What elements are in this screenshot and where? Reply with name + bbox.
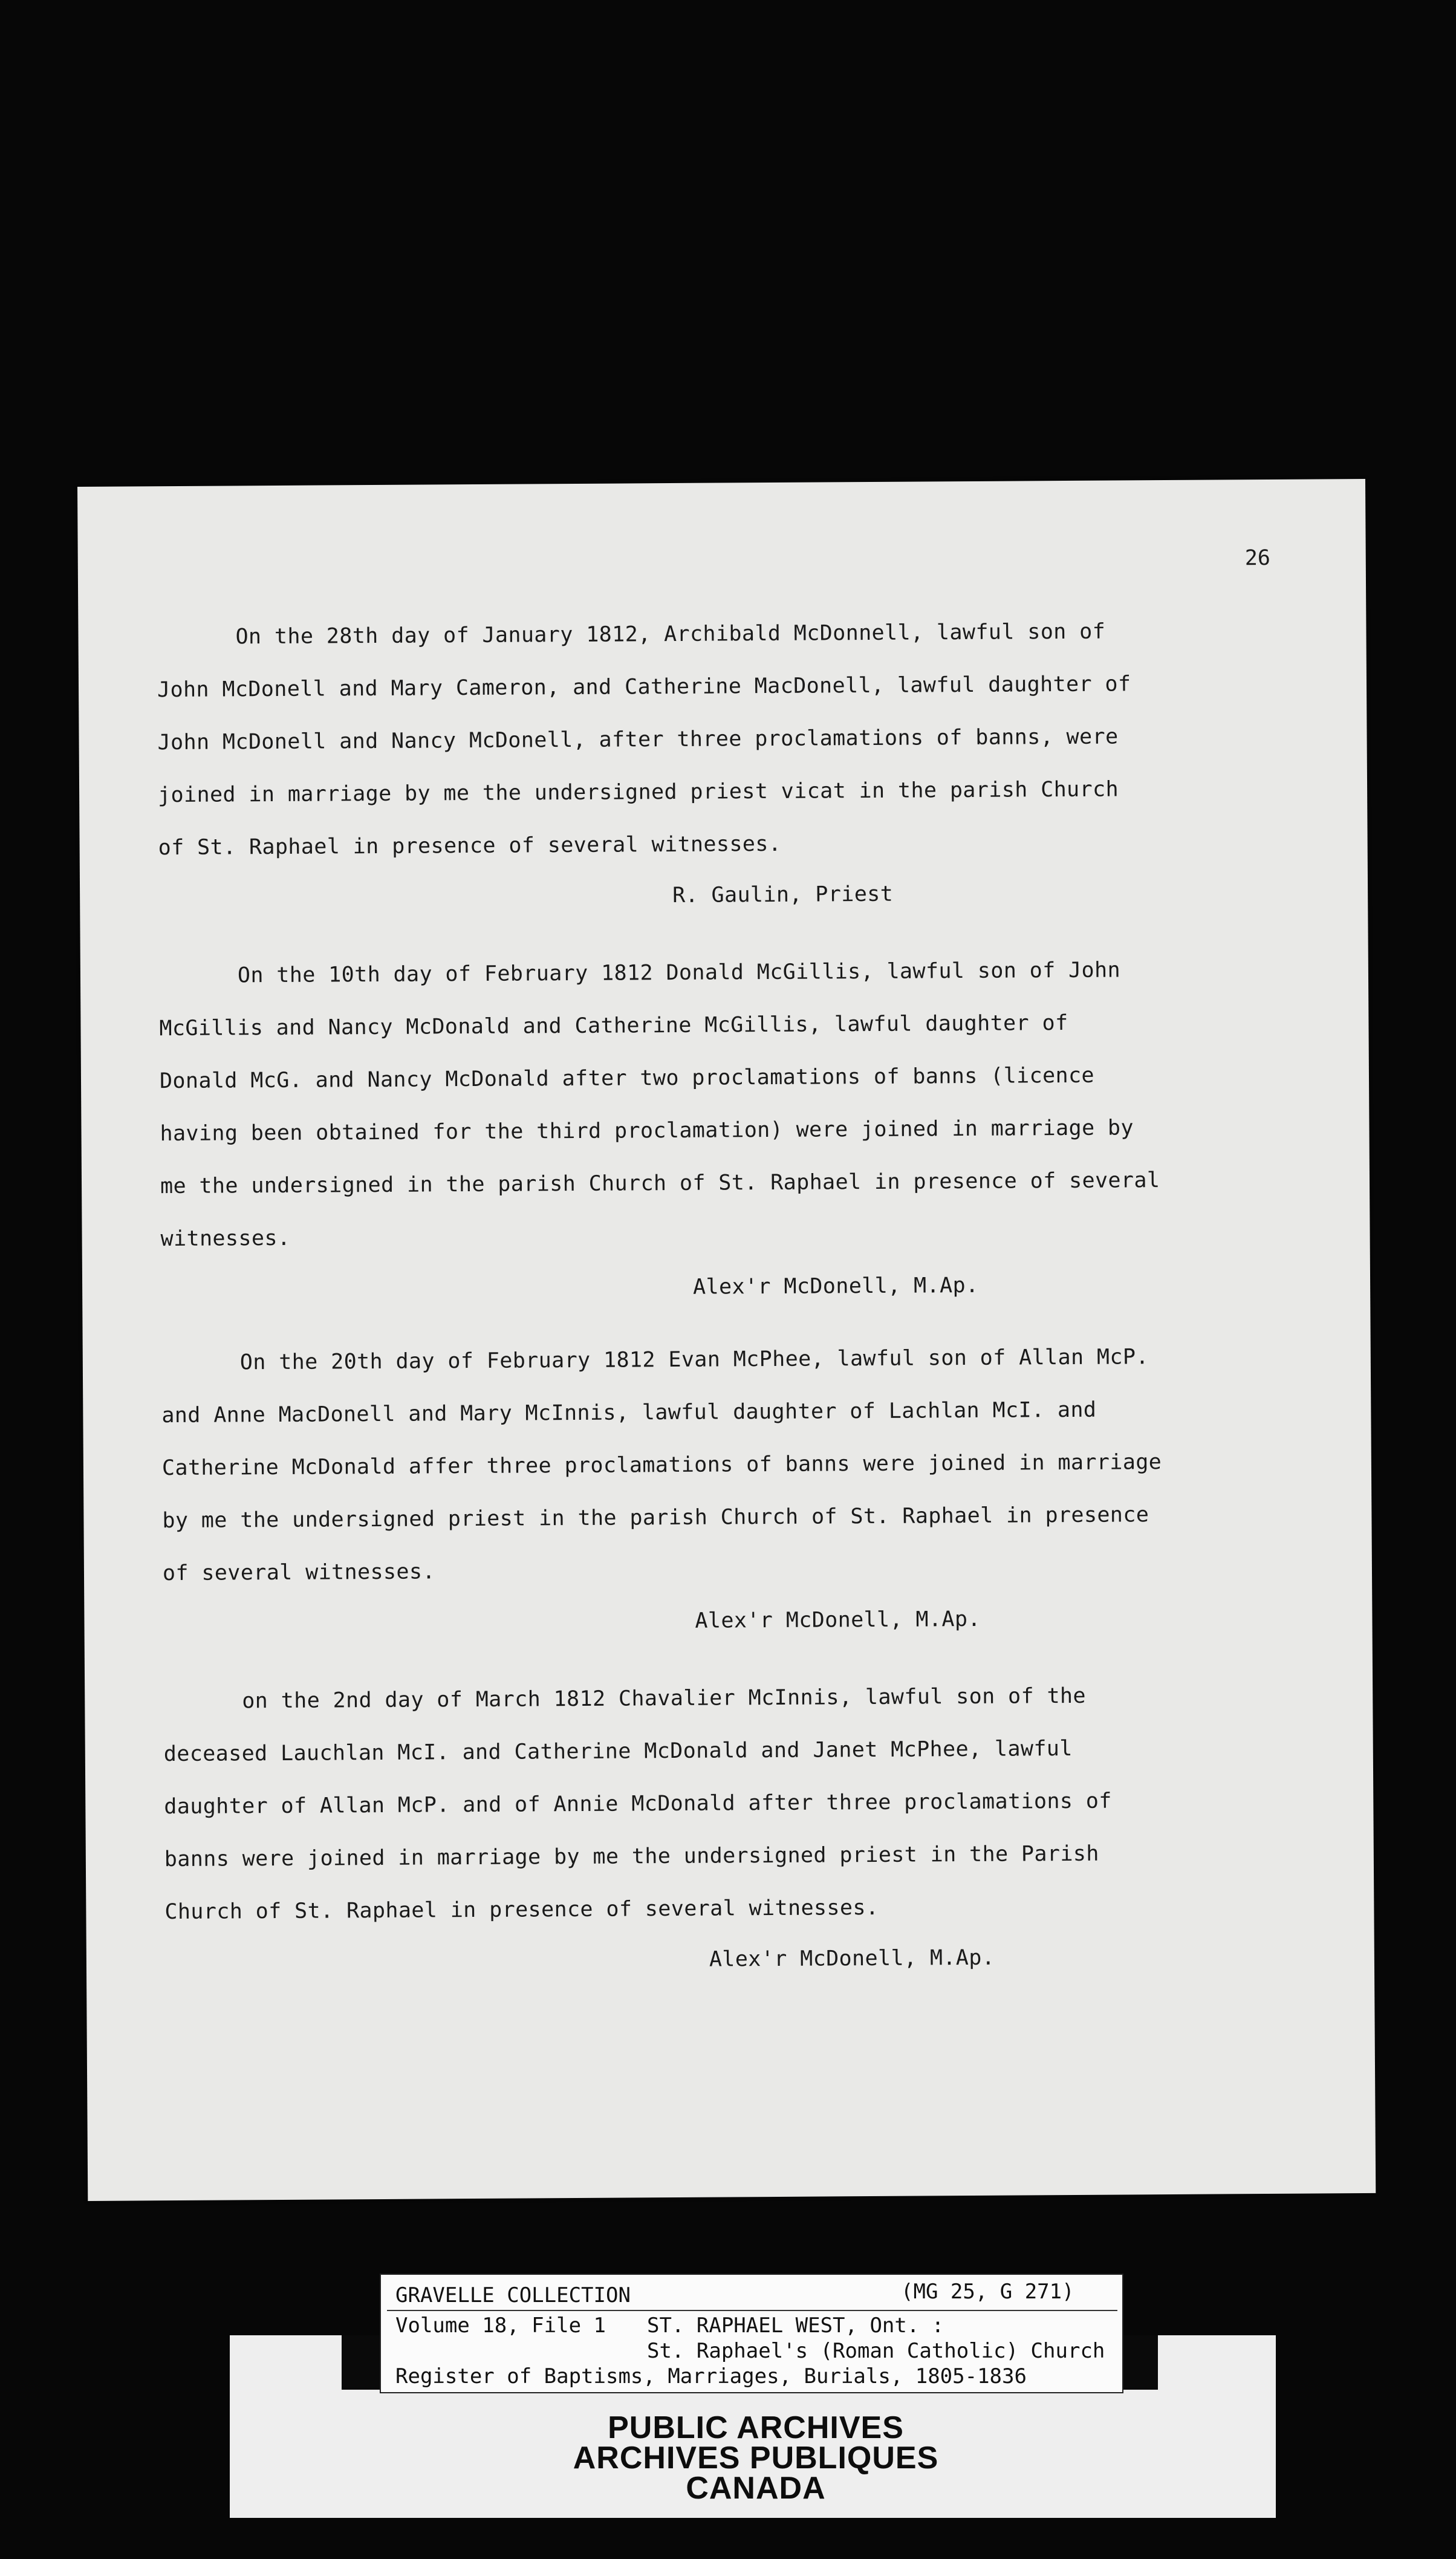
location: ST. RAPHAEL WEST, Ont. : — [647, 2314, 944, 2338]
entry-line: witnesses. — [160, 1226, 291, 1252]
entry-line: On the 28th day of January 1812, Archibald McDonnell, lawful son of — [235, 619, 1106, 649]
priest-signature: Alex'r McDonell, M.Ap. — [695, 1607, 981, 1633]
page-number: 26 — [1244, 545, 1271, 571]
entry-line: on the 2nd day of March 1812 Chavalier McInnis, lawful son of the — [242, 1683, 1087, 1714]
archive-reference: (MG 25, G 271) — [901, 2280, 1074, 2304]
priest-signature: Alex'r McDonell, M.Ap. — [709, 1945, 995, 1972]
entry-line: On the 20th day of February 1812 Evan McPhee, lawful son of Allan McP. — [239, 1345, 1149, 1375]
volume-file: Volume 18, File 1 — [395, 2314, 606, 2338]
marriage-entry — [161, 1344, 1365, 1633]
entry-line: On the 10th day of February 1812 Donald McGillis, lawful son of John — [237, 958, 1121, 988]
marriage-entry — [163, 1682, 1367, 1972]
entry-line: John McDonell and Mary Cameron, and Catherine MacDonell, lawful daughter of — [157, 672, 1131, 703]
entry-line: deceased Lauchlan McI. and Catherine McDonald and Janet McPhee, lawful — [163, 1736, 1073, 1767]
stamp-line-public-archives: PUBLIC ARCHIVES — [608, 2410, 904, 2445]
entry-line: banns were joined in marriage by me the undersigned priest in the Parish — [164, 1841, 1099, 1872]
register-page — [77, 479, 1376, 2201]
archive-label — [380, 2274, 1123, 2393]
entry-line: Church of St. Raphael in presence of several witnesses. — [164, 1895, 879, 1925]
entry-line: joined in marriage by me the undersigned priest vicat in the parish Church — [157, 777, 1119, 808]
entry-line: of several witnesses. — [162, 1559, 436, 1586]
entry-line: McGillis and Nancy McDonald and Catherine McGillis, lawful daughter of — [159, 1011, 1068, 1041]
stamp-line-archives-publiques: ARCHIVES PUBLIQUES — [573, 2440, 939, 2476]
register-title: Register of Baptisms, Marriages, Burials, 1805-1836 — [395, 2364, 1027, 2388]
entry-line: and Anne MacDonell and Mary McInnis, lawful daughter of Lachlan McI. and — [161, 1397, 1097, 1428]
marriage-entry — [159, 957, 1362, 1299]
church-name: St. Raphael's (Roman Catholic) Church — [647, 2339, 1105, 2363]
entry-line: by me the undersigned priest in the parish Church of St. Raphael in presence — [162, 1503, 1149, 1533]
entry-line: daughter of Allan McP. and of Annie McDonald after three proclamations of — [164, 1789, 1112, 1819]
entry-line: of St. Raphael in presence of several witnesses. — [158, 831, 782, 860]
collection-name: GRAVELLE COLLECTION — [395, 2283, 631, 2307]
entry-line: Donald McG. and Nancy McDonald after two proclamations of banns (licence — [159, 1063, 1095, 1094]
entry-line: Catherine McDonald affer three proclamations of banns were joined in marriage — [161, 1450, 1162, 1481]
priest-signature: Alex'r McDonell, M.Ap. — [692, 1273, 979, 1299]
label-rule — [387, 2310, 1117, 2311]
marriage-entry — [157, 618, 1360, 908]
priest-signature: R. Gaulin, Priest — [672, 882, 894, 908]
entry-line: me the undersigned in the parish Church of St. Raphael in presence of several — [160, 1168, 1160, 1199]
entry-line: having been obtained for the third proclamation) were joined in marriage by — [160, 1116, 1134, 1146]
entry-line: John McDonell and Nancy McDonell, after three proclamations of banns, were — [157, 724, 1119, 755]
stamp-line-canada: CANADA — [686, 2471, 826, 2506]
